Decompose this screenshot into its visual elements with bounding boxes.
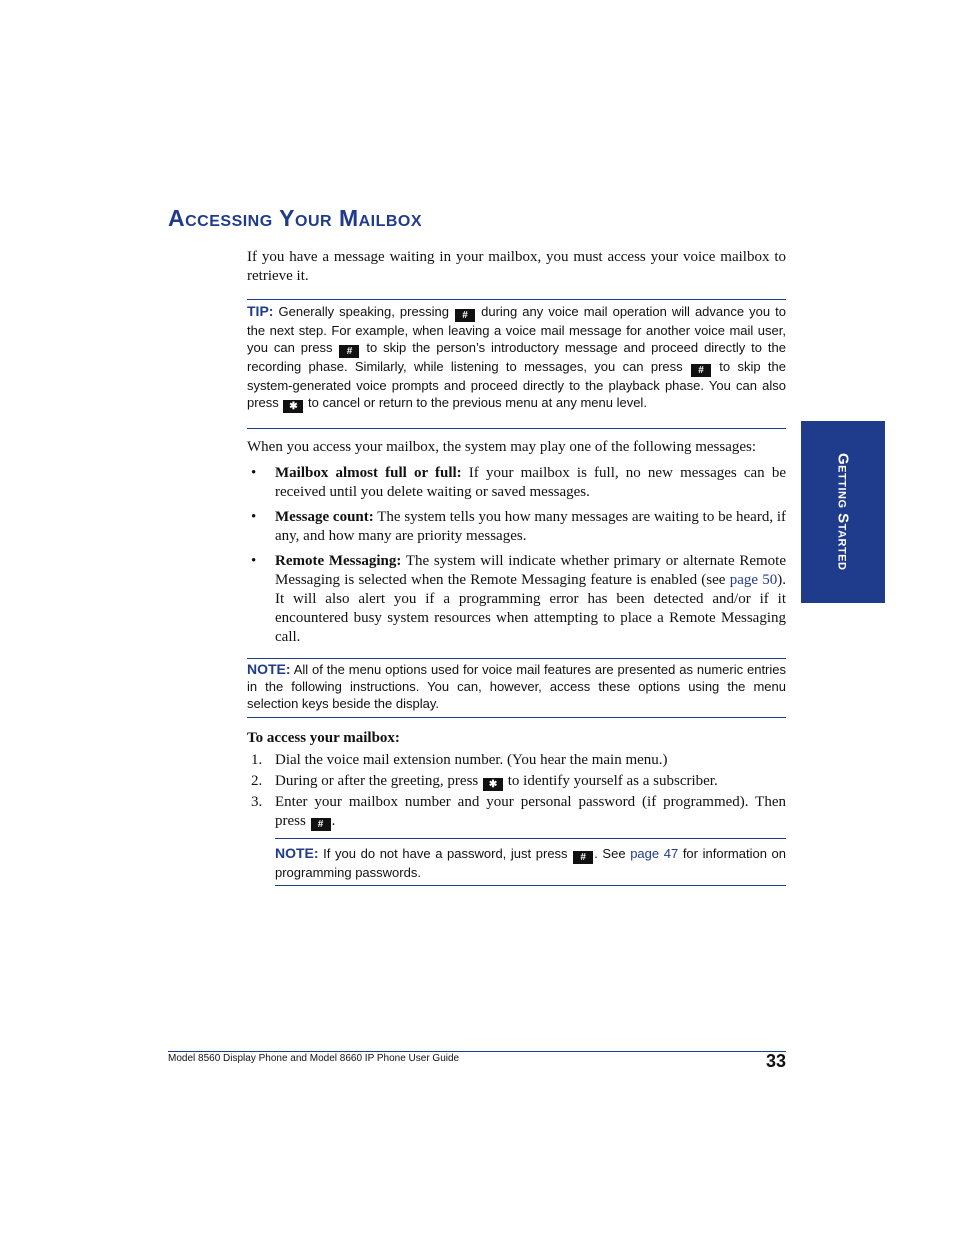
tip-text: to cancel or return to the previous menu at any menu level. <box>304 395 647 410</box>
tip-text: during any voice mail operation will advance you to the next step. For example, when leaving a voice mail message for another voice mail user, you can press <box>247 304 786 355</box>
step-text: to identify yourself as a subscriber. <box>504 773 718 789</box>
note-label: NOTE: <box>247 661 291 677</box>
step-text: Enter your mailbox number and your personal password (if programmed). Then press <box>275 794 786 829</box>
hash-key-icon: # <box>455 309 475 322</box>
page-50-link[interactable]: page 50 <box>729 572 778 588</box>
tip-label: TIP: <box>247 303 274 319</box>
bullet-icon: • <box>251 553 257 569</box>
tip-text: to skip the person’s introductory message and proceed directly to the recording phase. Similarly, while listening to messages, you can press <box>247 340 787 374</box>
bullet-icon: • <box>251 465 257 481</box>
note-text: . See <box>594 846 631 861</box>
steps-list <box>247 751 786 831</box>
footer-rule <box>168 1051 786 1052</box>
messages-intro: When you access your mailbox, the system may play one of the following messages: <box>247 439 757 455</box>
tip-text: to skip the system-generated voice prompts and proceed directly to the playback phase. You can also press <box>247 359 786 410</box>
note-text: All of the menu options used for voice mail features are presented as numeric entries in the following instructions. You can, however, access these options using the menu selection keys beside the display. <box>247 662 786 711</box>
step-text: During or after the greeting, press <box>275 773 483 789</box>
note1-callout <box>247 661 786 712</box>
bullet-text: The system will indicate whether primary or alternate Remote Messaging is selected when the Remote Messaging feature is enabled (see <box>275 553 786 588</box>
page-47-link[interactable]: page 47 <box>630 846 679 861</box>
note2-top-rule <box>275 838 786 839</box>
intro-paragraph <box>247 248 786 286</box>
bullet-term: Message count: <box>275 509 374 525</box>
chapter-side-tab[interactable] <box>801 421 885 603</box>
bullet-text: The system tells you how many messages are waiting to be heard, if any, and how many are priority messages. <box>275 509 786 544</box>
section-heading: Accessing Your Mailbox <box>168 205 423 231</box>
step-number: 2. <box>251 773 263 789</box>
bullet-text: If your mailbox is full, no new messages can be received until you delete waiting or saved messages. <box>275 465 786 500</box>
step-text: Dial the voice mail extension number. (You hear the main menu.) <box>275 752 668 768</box>
messages-section <box>247 438 786 653</box>
star-key-icon: ✱ <box>483 778 503 791</box>
list-item <box>247 508 786 546</box>
list-item <box>247 552 786 647</box>
step-number: 1. <box>251 752 263 768</box>
star-key-icon: ✱ <box>283 400 303 413</box>
hash-key-icon: # <box>691 364 711 377</box>
bullet-term: Mailbox almost full or full: <box>275 465 462 481</box>
step-item <box>247 793 786 831</box>
note-label: NOTE: <box>275 845 319 861</box>
hash-key-icon: # <box>339 345 359 358</box>
hash-key-icon: # <box>311 818 331 831</box>
note2-callout <box>275 845 786 881</box>
chapter-tab-label: Getting Started <box>834 453 852 571</box>
bullet-term: Remote Messaging: <box>275 553 402 569</box>
note-text: for information on programming passwords. <box>275 846 787 880</box>
tip-callout <box>247 303 786 413</box>
tip-top-rule <box>247 299 786 300</box>
tip-text: Generally speaking, pressing <box>273 304 455 319</box>
bullet-text: ). It will also alert you if a programming error has been detected and/or if it encountered busy system resources when attempting to place a Remote Messaging call. <box>275 572 786 645</box>
note1-bottom-rule <box>247 717 786 718</box>
step-item <box>247 772 786 791</box>
bullet-icon: • <box>251 509 257 525</box>
intro-text: If you have a message waiting in your mailbox, you must access your voice mailbox to retrieve it. <box>247 249 786 284</box>
step-item <box>247 751 786 770</box>
procedure-section <box>247 729 786 833</box>
hash-key-icon: # <box>573 851 593 864</box>
tip-bottom-rule <box>247 428 786 429</box>
note2-bottom-rule <box>275 885 786 886</box>
messages-list <box>247 464 786 647</box>
list-item <box>247 464 786 502</box>
step-text: . <box>331 813 336 829</box>
note1-top-rule <box>247 658 786 659</box>
note-text: If you do not have a password, just press <box>318 846 573 861</box>
step-number: 3. <box>251 794 263 810</box>
footer-title: Model 8560 Display Phone and Model 8660 IP Phone User Guide <box>168 1053 460 1064</box>
procedure-title: To access your mailbox: <box>247 730 400 746</box>
page-number: 33 <box>765 1051 786 1071</box>
